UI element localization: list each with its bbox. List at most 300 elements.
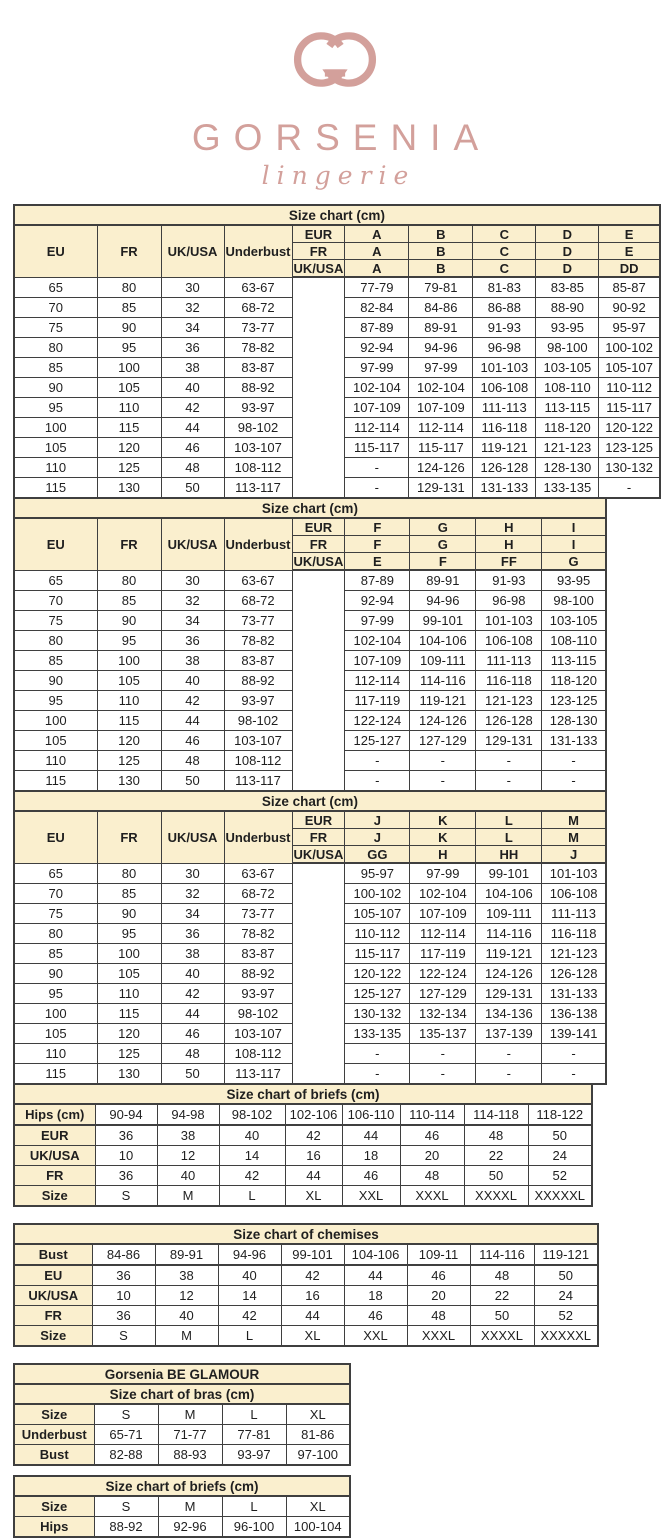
eu-size-cell: 75 bbox=[14, 318, 97, 338]
cup-letter-cell: I bbox=[542, 518, 606, 536]
value-cell: 88-93 bbox=[158, 1445, 222, 1466]
fr-size-cell: 100 bbox=[97, 358, 161, 378]
bust-range-cell: 100-102 bbox=[345, 884, 410, 904]
value-cell: 10 bbox=[92, 1286, 155, 1306]
row-label: Size bbox=[14, 1496, 94, 1517]
bust-range-cell: 99-101 bbox=[410, 611, 476, 631]
bust-range-cell: 118-120 bbox=[542, 671, 606, 691]
value-cell: 42 bbox=[281, 1265, 344, 1286]
uk-usa-size-cell: 30 bbox=[161, 570, 224, 591]
column-header: Underbust bbox=[224, 518, 292, 570]
value-cell: 18 bbox=[342, 1146, 400, 1166]
bust-range-cell: 124-126 bbox=[476, 964, 542, 984]
value-cell: S bbox=[94, 1404, 158, 1425]
value-cell: XXXXXL bbox=[534, 1326, 598, 1347]
value-cell: 12 bbox=[155, 1286, 218, 1306]
cup-letter-cell: E bbox=[599, 225, 660, 243]
bust-range-cell: 110-112 bbox=[599, 378, 660, 398]
value-cell: S bbox=[95, 1186, 157, 1207]
bust-range-cell: 112-114 bbox=[345, 671, 410, 691]
value-cell: 118-122 bbox=[528, 1104, 592, 1125]
uk-usa-size-cell: 50 bbox=[161, 771, 224, 792]
value-cell: 42 bbox=[219, 1166, 285, 1186]
row-label: Size bbox=[14, 1326, 92, 1347]
underbust-cell: 103-107 bbox=[224, 731, 292, 751]
fr-size-cell: 100 bbox=[97, 944, 161, 964]
size-charts-block bbox=[13, 204, 670, 1538]
value-cell: 10 bbox=[95, 1146, 157, 1166]
uk-usa-size-cell: 44 bbox=[161, 711, 224, 731]
eu-size-cell: 115 bbox=[14, 1064, 97, 1085]
cup-letter-cell: M bbox=[542, 811, 606, 829]
underbust-cell: 73-77 bbox=[224, 318, 292, 338]
row-label: Bust bbox=[14, 1445, 94, 1466]
bust-range-cell: 101-103 bbox=[476, 611, 542, 631]
column-header: EU bbox=[14, 811, 97, 863]
uk-usa-size-cell: 48 bbox=[161, 1044, 224, 1064]
uk-usa-size-cell: 38 bbox=[161, 944, 224, 964]
eu-size-cell: 90 bbox=[14, 964, 97, 984]
value-cell: XXL bbox=[344, 1326, 407, 1347]
bust-range-cell: 109-111 bbox=[476, 904, 542, 924]
bust-range-cell: 128-130 bbox=[536, 458, 599, 478]
uk-usa-size-cell: 44 bbox=[161, 1004, 224, 1024]
eu-size-cell: 110 bbox=[14, 458, 97, 478]
bust-range-cell: 130-132 bbox=[345, 1004, 410, 1024]
underbust-cell: 98-102 bbox=[224, 1004, 292, 1024]
bust-range-cell: 107-109 bbox=[345, 398, 409, 418]
eu-size-cell: 80 bbox=[14, 631, 97, 651]
row-label: Bust bbox=[14, 1244, 92, 1265]
value-cell: 119-121 bbox=[534, 1244, 598, 1265]
eu-size-cell: 115 bbox=[14, 478, 97, 499]
size-row bbox=[14, 570, 606, 591]
uk-usa-size-cell: 34 bbox=[161, 611, 224, 631]
column-header: UK/USA bbox=[161, 811, 224, 863]
size-chart-table bbox=[13, 1363, 351, 1466]
bust-range-cell: 97-99 bbox=[410, 863, 476, 884]
bust-range-cell: 97-99 bbox=[409, 358, 473, 378]
cup-letter-cell: E bbox=[345, 553, 410, 571]
underbust-cell: 108-112 bbox=[224, 751, 292, 771]
bust-range-cell: 104-106 bbox=[476, 884, 542, 904]
be-glamour-briefs-chart bbox=[13, 1475, 670, 1538]
brand-tagline: lingerie bbox=[261, 161, 416, 190]
fr-size-cell: 80 bbox=[97, 277, 161, 298]
eu-size-cell: 90 bbox=[14, 671, 97, 691]
value-cell: 84-86 bbox=[92, 1244, 155, 1265]
bust-range-cell: 126-128 bbox=[476, 711, 542, 731]
value-cell: 24 bbox=[528, 1146, 592, 1166]
empty-spacer-cell bbox=[292, 570, 345, 791]
bust-range-cell: - bbox=[476, 1064, 542, 1085]
uk-usa-size-cell: 34 bbox=[161, 318, 224, 338]
size-chart-table bbox=[13, 497, 607, 792]
value-cell: 48 bbox=[407, 1306, 470, 1326]
size-chart-table bbox=[13, 204, 661, 499]
value-cell: 99-101 bbox=[281, 1244, 344, 1265]
uk-usa-size-cell: 46 bbox=[161, 731, 224, 751]
underbust-cell: 63-67 bbox=[224, 277, 292, 298]
value-cell: 65-71 bbox=[94, 1425, 158, 1445]
bust-range-cell: 123-125 bbox=[542, 691, 606, 711]
value-cell: L bbox=[218, 1326, 281, 1347]
cup-letter-cell: J bbox=[345, 811, 410, 829]
cup-letter-cell: I bbox=[542, 536, 606, 553]
cup-letter-cell: DD bbox=[599, 260, 660, 278]
value-cell: 48 bbox=[464, 1125, 528, 1146]
value-cell: 14 bbox=[218, 1286, 281, 1306]
bust-range-cell: 113-115 bbox=[542, 651, 606, 671]
bust-range-cell: 111-113 bbox=[473, 398, 536, 418]
underbust-cell: 113-117 bbox=[224, 771, 292, 792]
cup-letter-cell: E bbox=[599, 243, 660, 260]
bust-range-cell: 121-123 bbox=[536, 438, 599, 458]
uk-usa-size-cell: 32 bbox=[161, 884, 224, 904]
bust-range-cell: - bbox=[345, 1044, 410, 1064]
fr-size-cell: 130 bbox=[97, 1064, 161, 1085]
table-title: Size chart (cm) bbox=[14, 791, 606, 811]
underbust-cell: 93-97 bbox=[224, 398, 292, 418]
cup-system-label: UK/USA bbox=[293, 260, 344, 276]
bust-range-cell: 115-117 bbox=[345, 438, 409, 458]
bust-range-cell: 96-98 bbox=[473, 338, 536, 358]
bust-range-cell: 115-117 bbox=[599, 398, 660, 418]
bust-range-cell: 89-91 bbox=[410, 570, 476, 591]
bust-range-cell: 103-105 bbox=[536, 358, 599, 378]
value-cell: 36 bbox=[95, 1125, 157, 1146]
fr-size-cell: 110 bbox=[97, 691, 161, 711]
fr-size-cell: 85 bbox=[97, 591, 161, 611]
column-header: FR bbox=[97, 518, 161, 570]
uk-usa-size-cell: 30 bbox=[161, 863, 224, 884]
bust-range-cell: 94-96 bbox=[409, 338, 473, 358]
cup-letter-cell: B bbox=[409, 225, 473, 243]
underbust-cell: 88-92 bbox=[224, 378, 292, 398]
value-cell: 114-116 bbox=[470, 1244, 534, 1265]
underbust-cell: 78-82 bbox=[224, 338, 292, 358]
bust-range-cell: 127-129 bbox=[410, 731, 476, 751]
eu-size-cell: 65 bbox=[14, 277, 97, 298]
bust-range-cell: 101-103 bbox=[473, 358, 536, 378]
table-title: Size chart of briefs (cm) bbox=[14, 1476, 350, 1496]
value-cell: 40 bbox=[219, 1125, 285, 1146]
bust-range-cell: 98-100 bbox=[536, 338, 599, 358]
fr-size-cell: 80 bbox=[97, 863, 161, 884]
bust-range-cell: 112-114 bbox=[345, 418, 409, 438]
eu-size-cell: 75 bbox=[14, 611, 97, 631]
value-cell: 52 bbox=[534, 1306, 598, 1326]
underbust-cell: 93-97 bbox=[224, 984, 292, 1004]
size-row bbox=[14, 1265, 598, 1286]
eu-size-cell: 65 bbox=[14, 863, 97, 884]
cup-letter-cell: D bbox=[536, 225, 599, 243]
cup-letter-cell: M bbox=[542, 829, 606, 846]
cup-letter-cell: K bbox=[410, 811, 476, 829]
cup-letter-cell: G bbox=[542, 553, 606, 571]
bust-range-cell: 89-91 bbox=[409, 318, 473, 338]
cup-letter-cell: D bbox=[536, 260, 599, 278]
underbust-cell: 78-82 bbox=[224, 631, 292, 651]
underbust-cell: 98-102 bbox=[224, 418, 292, 438]
bra-size-charts bbox=[13, 204, 670, 1207]
table-title: Gorsenia BE GLAMOUR bbox=[14, 1364, 350, 1384]
eu-size-cell: 80 bbox=[14, 924, 97, 944]
value-cell: 44 bbox=[281, 1306, 344, 1326]
underbust-cell: 113-117 bbox=[224, 478, 292, 499]
eu-size-cell: 95 bbox=[14, 984, 97, 1004]
bust-range-cell: 117-119 bbox=[345, 691, 410, 711]
value-cell: 42 bbox=[285, 1125, 342, 1146]
value-cell: 20 bbox=[400, 1146, 464, 1166]
size-row bbox=[14, 1517, 350, 1538]
eu-size-cell: 65 bbox=[14, 570, 97, 591]
bust-range-cell: 83-85 bbox=[536, 277, 599, 298]
underbust-cell: 83-87 bbox=[224, 944, 292, 964]
underbust-cell: 88-92 bbox=[224, 964, 292, 984]
value-cell: 88-92 bbox=[94, 1517, 158, 1538]
fr-size-cell: 125 bbox=[97, 751, 161, 771]
brand-logo bbox=[0, 0, 670, 196]
uk-usa-size-cell: 36 bbox=[161, 338, 224, 358]
size-row bbox=[14, 1326, 598, 1347]
bust-range-cell: - bbox=[410, 771, 476, 792]
eu-size-cell: 70 bbox=[14, 884, 97, 904]
fr-size-cell: 125 bbox=[97, 458, 161, 478]
column-header: Underbust bbox=[224, 225, 292, 277]
bust-range-cell: 96-98 bbox=[476, 591, 542, 611]
uk-usa-size-cell: 40 bbox=[161, 671, 224, 691]
eu-size-cell: 75 bbox=[14, 904, 97, 924]
cup-letter-cell: GG bbox=[345, 846, 410, 864]
cup-letter-cell: B bbox=[409, 243, 473, 260]
cup-system-label: EUR bbox=[292, 518, 345, 536]
bust-range-cell: 125-127 bbox=[345, 984, 410, 1004]
bust-range-cell: - bbox=[476, 771, 542, 792]
fr-size-cell: 90 bbox=[97, 318, 161, 338]
fr-size-cell: 85 bbox=[97, 884, 161, 904]
value-cell: XXXXXL bbox=[528, 1186, 592, 1207]
fr-size-cell: 125 bbox=[97, 1044, 161, 1064]
table-title: Size chart of bras (cm) bbox=[14, 1384, 350, 1404]
value-cell: 82-88 bbox=[94, 1445, 158, 1466]
value-cell: XXXL bbox=[400, 1186, 464, 1207]
uk-usa-size-cell: 48 bbox=[161, 458, 224, 478]
table-title-row bbox=[14, 1224, 598, 1244]
bust-range-cell: 112-114 bbox=[409, 418, 473, 438]
cup-header-row bbox=[14, 811, 606, 829]
underbust-cell: 68-72 bbox=[224, 884, 292, 904]
bust-range-cell: 95-97 bbox=[599, 318, 660, 338]
underbust-cell: 103-107 bbox=[224, 1024, 292, 1044]
bust-range-cell: 93-95 bbox=[542, 570, 606, 591]
uk-usa-size-cell: 36 bbox=[161, 924, 224, 944]
fr-size-cell: 95 bbox=[97, 631, 161, 651]
value-cell: L bbox=[222, 1404, 286, 1425]
bust-range-cell: 131-133 bbox=[542, 731, 606, 751]
bust-range-cell: 126-128 bbox=[473, 458, 536, 478]
row-label: FR bbox=[14, 1166, 95, 1186]
cup-system-label: FR bbox=[292, 243, 345, 260]
size-row bbox=[14, 1496, 350, 1517]
fr-size-cell: 95 bbox=[97, 338, 161, 358]
bust-range-cell: 88-90 bbox=[536, 298, 599, 318]
bust-range-cell: 119-121 bbox=[410, 691, 476, 711]
bust-range-cell: 113-115 bbox=[536, 398, 599, 418]
eu-size-cell: 105 bbox=[14, 731, 97, 751]
bust-range-cell: 134-136 bbox=[476, 1004, 542, 1024]
value-cell: M bbox=[157, 1186, 219, 1207]
chemises-size-chart bbox=[13, 1223, 670, 1347]
bust-range-cell: 87-89 bbox=[345, 570, 410, 591]
bust-range-cell: 124-126 bbox=[410, 711, 476, 731]
column-header: EU bbox=[14, 225, 97, 277]
bust-range-cell: 87-89 bbox=[345, 318, 409, 338]
eu-size-cell: 70 bbox=[14, 298, 97, 318]
value-cell: 48 bbox=[400, 1166, 464, 1186]
value-cell: 77-81 bbox=[222, 1425, 286, 1445]
bust-range-cell: 133-135 bbox=[536, 478, 599, 499]
value-cell: L bbox=[222, 1496, 286, 1517]
bust-range-cell: 125-127 bbox=[345, 731, 410, 751]
fr-size-cell: 110 bbox=[97, 398, 161, 418]
bust-range-cell: 120-122 bbox=[345, 964, 410, 984]
bust-range-cell: 127-129 bbox=[410, 984, 476, 1004]
table-title-row bbox=[14, 1084, 592, 1104]
bust-range-cell: 132-134 bbox=[410, 1004, 476, 1024]
value-cell: 44 bbox=[285, 1166, 342, 1186]
eu-size-cell: 85 bbox=[14, 651, 97, 671]
bust-range-cell: 137-139 bbox=[476, 1024, 542, 1044]
uk-usa-size-cell: 40 bbox=[161, 378, 224, 398]
uk-usa-size-cell: 50 bbox=[161, 1064, 224, 1085]
bust-range-cell: 114-116 bbox=[476, 924, 542, 944]
size-chart-table bbox=[13, 790, 607, 1085]
size-row bbox=[14, 1166, 592, 1186]
cup-letter-cell: L bbox=[476, 811, 542, 829]
value-cell: XL bbox=[286, 1496, 350, 1517]
bust-range-cell: 116-118 bbox=[473, 418, 536, 438]
underbust-cell: 108-112 bbox=[224, 1044, 292, 1064]
bust-range-cell: 116-118 bbox=[542, 924, 606, 944]
bust-range-cell: 81-83 bbox=[473, 277, 536, 298]
value-cell: 40 bbox=[157, 1166, 219, 1186]
cup-header-row bbox=[14, 518, 606, 536]
bust-range-cell: 111-113 bbox=[542, 904, 606, 924]
underbust-cell: 108-112 bbox=[224, 458, 292, 478]
eu-size-cell: 110 bbox=[14, 751, 97, 771]
fr-size-cell: 105 bbox=[97, 378, 161, 398]
value-cell: 12 bbox=[157, 1146, 219, 1166]
row-label: EU bbox=[14, 1265, 92, 1286]
underbust-cell: 83-87 bbox=[224, 651, 292, 671]
value-cell: 16 bbox=[285, 1146, 342, 1166]
bust-range-cell: - bbox=[542, 1064, 606, 1085]
table-title-row bbox=[14, 1364, 350, 1384]
bust-range-cell: 129-131 bbox=[409, 478, 473, 499]
value-cell: 22 bbox=[470, 1286, 534, 1306]
row-label: Hips bbox=[14, 1517, 94, 1538]
underbust-cell: 63-67 bbox=[224, 863, 292, 884]
size-row bbox=[14, 1146, 592, 1166]
value-cell: 38 bbox=[157, 1125, 219, 1146]
spacer bbox=[13, 1207, 670, 1223]
value-cell: S bbox=[92, 1326, 155, 1347]
cup-letter-cell: K bbox=[410, 829, 476, 846]
empty-spacer-cell bbox=[292, 863, 345, 1084]
cup-letter-cell: F bbox=[410, 553, 476, 571]
fr-size-cell: 130 bbox=[97, 771, 161, 792]
value-cell: 100-104 bbox=[286, 1517, 350, 1538]
empty-spacer-cell bbox=[292, 277, 345, 498]
size-row bbox=[14, 863, 606, 884]
value-cell: 44 bbox=[344, 1265, 407, 1286]
bust-range-cell: 121-123 bbox=[476, 691, 542, 711]
bust-range-cell: 122-124 bbox=[410, 964, 476, 984]
fr-size-cell: 115 bbox=[97, 418, 161, 438]
value-cell: XL bbox=[281, 1326, 344, 1347]
bust-range-cell: 97-99 bbox=[345, 358, 409, 378]
bust-range-cell: - bbox=[542, 751, 606, 771]
value-cell: 36 bbox=[92, 1306, 155, 1326]
eu-size-cell: 100 bbox=[14, 418, 97, 438]
bust-range-cell: 108-110 bbox=[536, 378, 599, 398]
bust-range-cell: 102-104 bbox=[345, 378, 409, 398]
cup-letter-cell: A bbox=[345, 225, 409, 243]
uk-usa-size-cell: 42 bbox=[161, 398, 224, 418]
size-row bbox=[14, 1104, 592, 1125]
bust-range-cell: 105-107 bbox=[599, 358, 660, 378]
bust-range-cell: - bbox=[410, 1064, 476, 1085]
value-cell: 46 bbox=[344, 1306, 407, 1326]
cup-letter-cell: C bbox=[473, 260, 536, 278]
table-title: Size chart of briefs (cm) bbox=[14, 1084, 592, 1104]
value-cell: XXXXL bbox=[464, 1186, 528, 1207]
column-header: FR bbox=[97, 811, 161, 863]
value-cell: 94-96 bbox=[218, 1244, 281, 1265]
bust-range-cell: 104-106 bbox=[410, 631, 476, 651]
cup-letter-cell: D bbox=[536, 243, 599, 260]
table-title-row bbox=[14, 791, 606, 811]
uk-usa-size-cell: 44 bbox=[161, 418, 224, 438]
bust-range-cell: 131-133 bbox=[473, 478, 536, 499]
size-row bbox=[14, 277, 660, 298]
cup-letter-cell: H bbox=[476, 518, 542, 536]
value-cell: 46 bbox=[400, 1125, 464, 1146]
bust-range-cell: - bbox=[345, 458, 409, 478]
bust-range-cell: 77-79 bbox=[345, 277, 409, 298]
eu-size-cell: 115 bbox=[14, 771, 97, 792]
fr-size-cell: 105 bbox=[97, 964, 161, 984]
cup-letter-cell: C bbox=[473, 225, 536, 243]
value-cell: 50 bbox=[470, 1306, 534, 1326]
value-cell: 89-91 bbox=[155, 1244, 218, 1265]
value-cell: M bbox=[155, 1326, 218, 1347]
eu-size-cell: 105 bbox=[14, 438, 97, 458]
bust-range-cell: 92-94 bbox=[345, 591, 410, 611]
value-cell: XXL bbox=[342, 1186, 400, 1207]
bust-range-cell: 106-108 bbox=[473, 378, 536, 398]
fr-size-cell: 85 bbox=[97, 298, 161, 318]
column-header: UK/USA bbox=[161, 225, 224, 277]
bust-range-cell: 97-99 bbox=[345, 611, 410, 631]
underbust-cell: 73-77 bbox=[224, 611, 292, 631]
bust-range-cell: - bbox=[542, 1044, 606, 1064]
underbust-cell: 68-72 bbox=[224, 591, 292, 611]
size-chart-table bbox=[13, 1475, 351, 1538]
bust-range-cell: 95-97 bbox=[345, 863, 410, 884]
uk-usa-size-cell: 48 bbox=[161, 751, 224, 771]
